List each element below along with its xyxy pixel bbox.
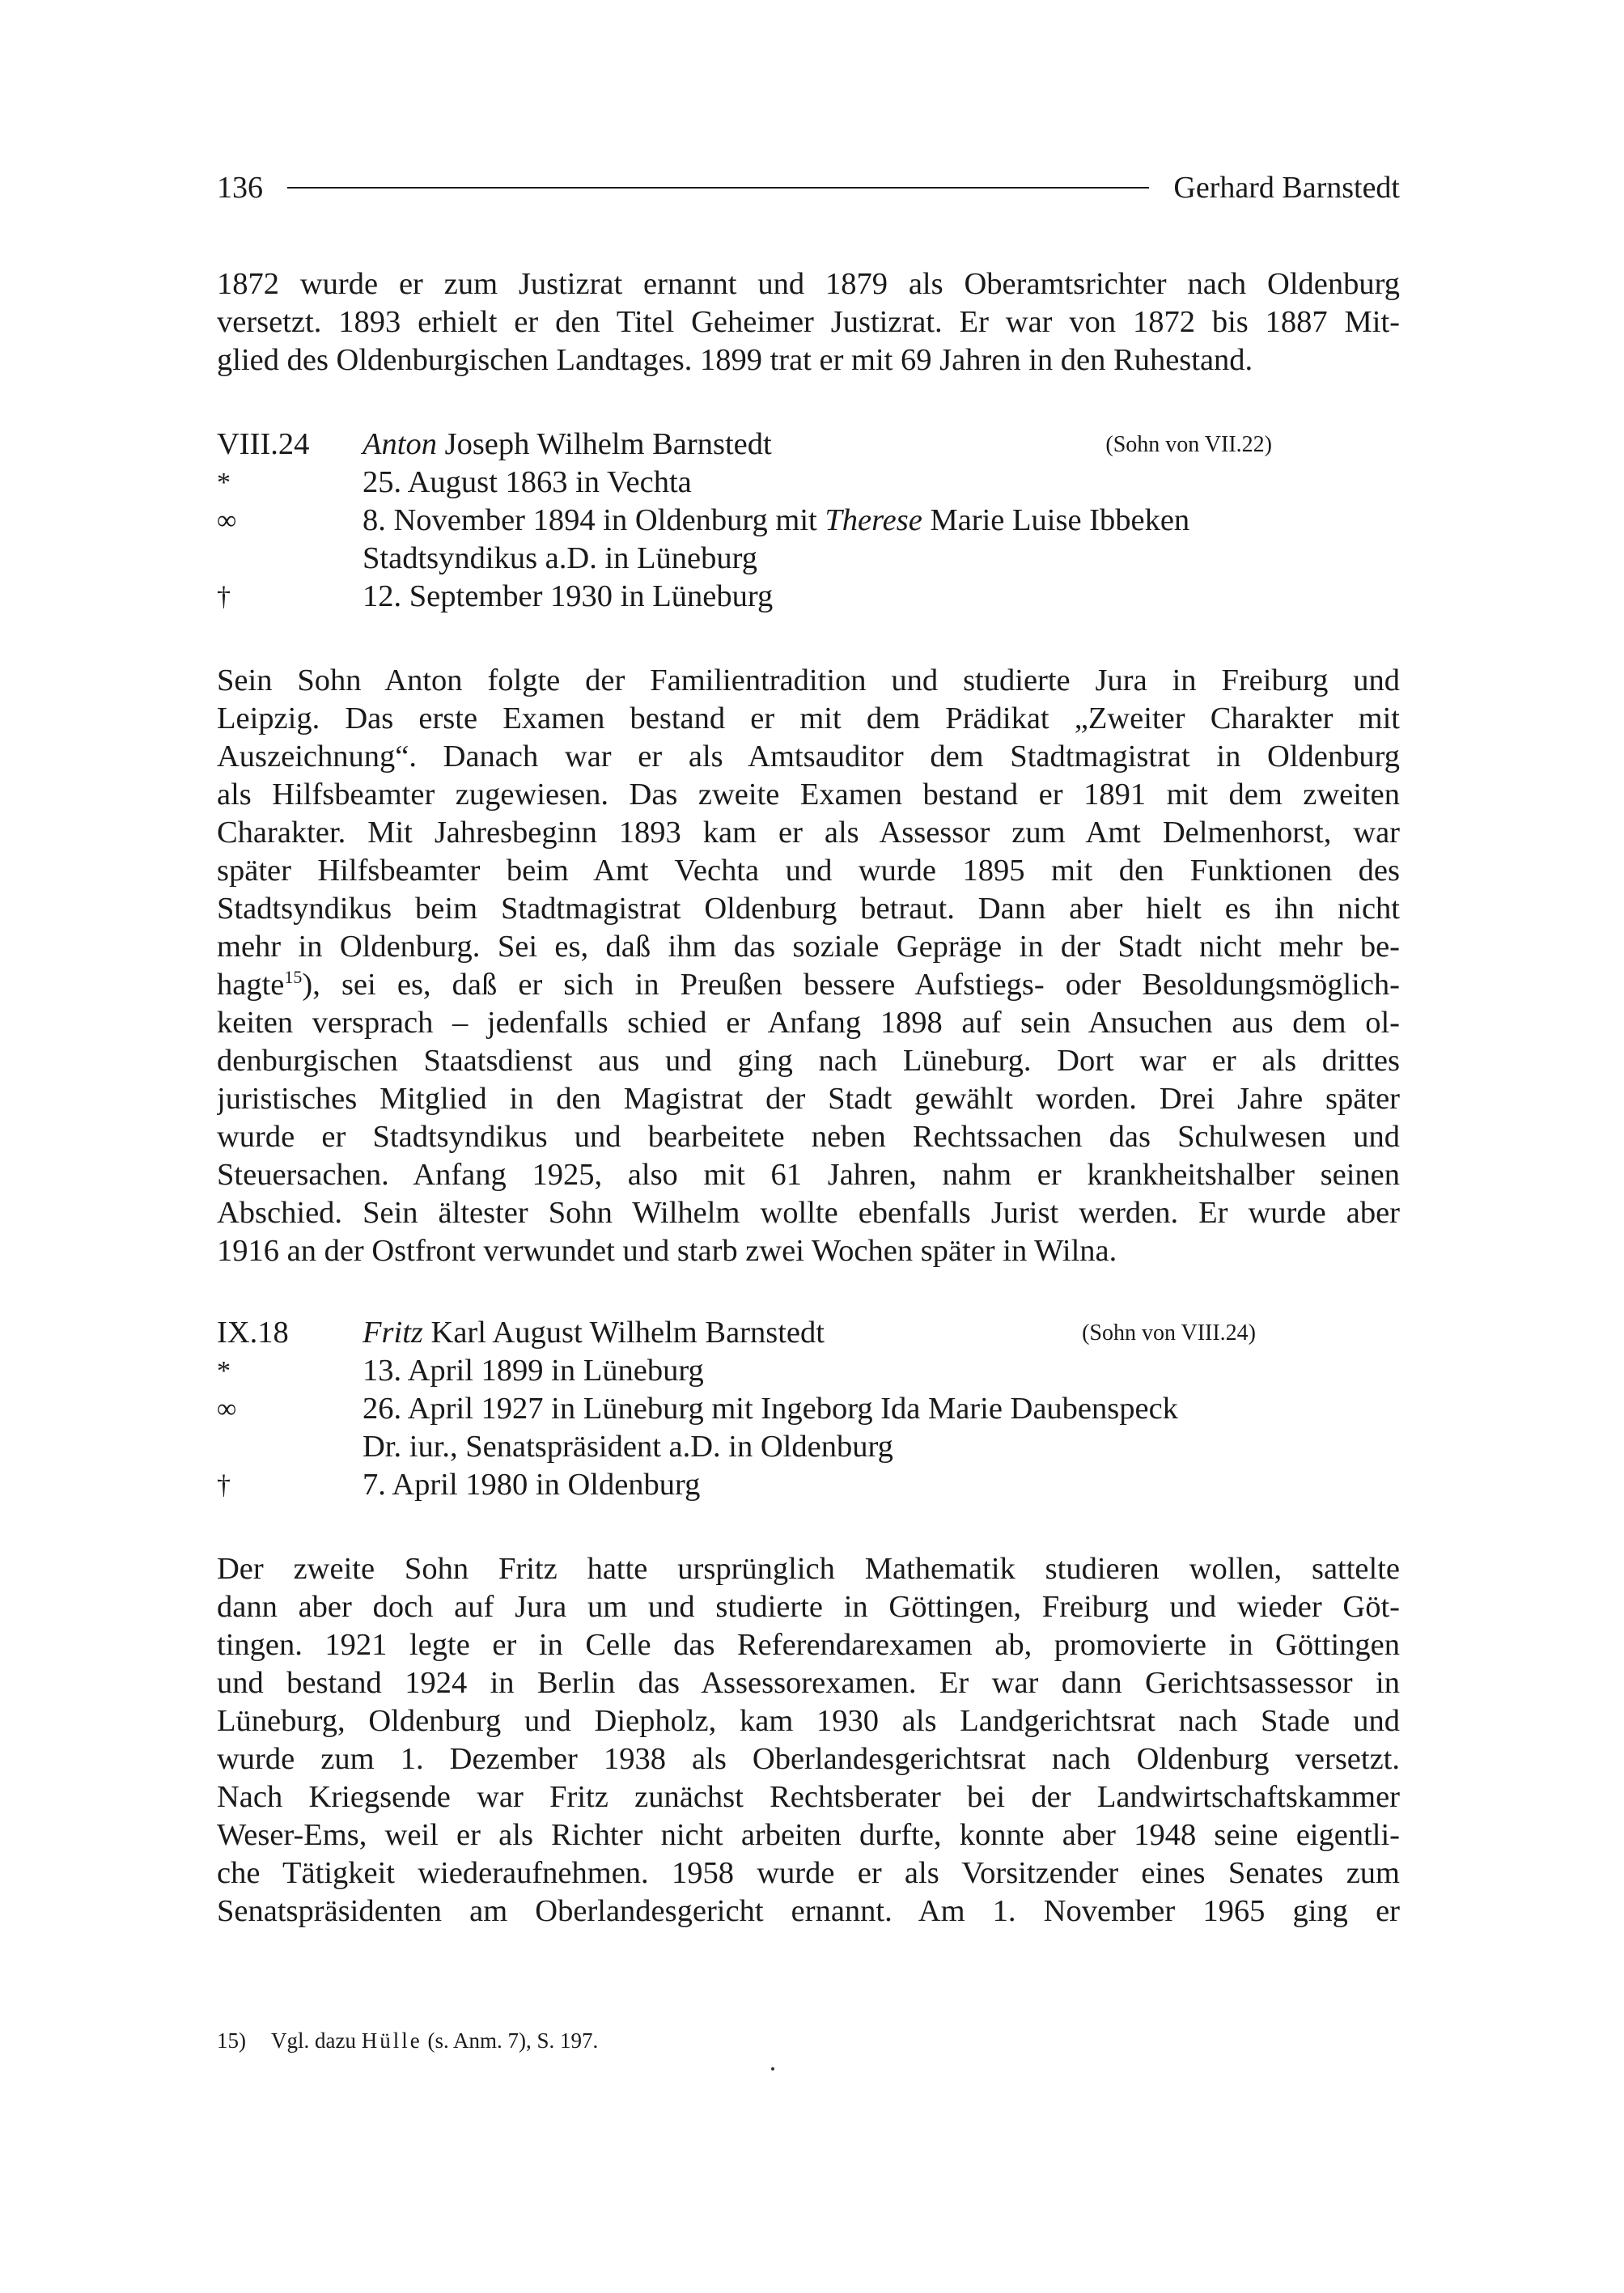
empty-cell bbox=[217, 1428, 363, 1466]
text-line: Senatspräsidenten am Oberlandesgericht ernannt. Am 1. November 1965 ging er bbox=[217, 1894, 1400, 1928]
entry-marriage-row bbox=[217, 1390, 1400, 1428]
entry-marriage bbox=[363, 502, 1189, 540]
death-symbol: † bbox=[217, 582, 231, 612]
entry-death-row bbox=[217, 1466, 1400, 1504]
paragraph-3 bbox=[217, 1550, 1400, 1931]
marriage-symbol: ∞ bbox=[217, 1394, 237, 1424]
text-line: keiten versprach – jedenfalls schied er Anfang 1898 auf sein Ansuchen aus dem ol- bbox=[217, 1006, 1400, 1040]
entry-first-name: Fritz bbox=[363, 1316, 423, 1350]
footnote-15 bbox=[217, 2026, 598, 2055]
text-line: Abschied. Sein ältester Sohn Wilhelm wollte ebenfalls Jurist werden. Er wurde aber bbox=[217, 1196, 1400, 1230]
text-line: Sein Sohn Anton folgte der Familientradition und studierte Jura in Freiburg und bbox=[217, 663, 1400, 697]
entry-death-row bbox=[217, 578, 1400, 616]
print-speck bbox=[771, 2067, 774, 2070]
entry-name bbox=[363, 426, 772, 464]
genealogy-entry-viii-24 bbox=[217, 426, 1400, 616]
entry-first-name: Anton bbox=[363, 427, 437, 461]
entry-profession: Stadtsyndikus a.D. in Lüneburg bbox=[363, 541, 757, 575]
marriage-symbol: ∞ bbox=[217, 506, 237, 536]
marriage-text-rest: Marie Luise Ibbeken bbox=[922, 503, 1190, 537]
genealogy-entry-ix-18 bbox=[217, 1314, 1400, 1504]
text-line: 1872 wurde er zum Justizrat ernannt und 1879 als Oberamtsrichter nach Oldenburg bbox=[217, 267, 1400, 301]
entry-parent: (Sohn von VII.22) bbox=[1105, 432, 1272, 457]
text-line: tingen. 1921 legte er in Celle das Referendarexamen ab, promovierte in Göttingen bbox=[217, 1628, 1400, 1662]
entry-name-row bbox=[217, 426, 1400, 464]
text-line: Lüneburg, Oldenburg und Diepholz, kam 1930 als Landgerichtsrat nach Stade und bbox=[217, 1704, 1400, 1738]
entry-birth: 13. April 1899 in Lüneburg bbox=[363, 1354, 704, 1388]
running-header bbox=[217, 163, 1400, 212]
entry-id: VIII.24 bbox=[217, 427, 310, 461]
spouse-first-name: Therese bbox=[825, 503, 922, 537]
text-line: versetzt. 1893 erhielt er den Titel Geheimer Justizrat. Er war von 1872 bis 1887 Mit- bbox=[217, 305, 1400, 339]
birth-symbol: * bbox=[217, 1356, 231, 1386]
footnote-author: Hülle bbox=[361, 2028, 422, 2053]
paragraph-1 bbox=[217, 265, 1400, 379]
entry-marriage: 26. April 1927 in Lüneburg mit Ingeborg Ida Marie Daubenspeck bbox=[363, 1392, 1178, 1426]
entry-death: 7. April 1980 in Oldenburg bbox=[363, 1468, 701, 1502]
text-line: wurde zum 1. Dezember 1938 als Oberlandesgerichtsrat nach Oldenburg versetzt. bbox=[217, 1742, 1400, 1776]
text-line: dann aber doch auf Jura um und studierte in Göttingen, Freiburg und wieder Göt- bbox=[217, 1590, 1400, 1624]
entry-parent: (Sohn von VIII.24) bbox=[1082, 1320, 1256, 1346]
text-line: Der zweite Sohn Fritz hatte ursprünglich Mathematik studieren wollen, sattelte bbox=[217, 1552, 1400, 1586]
text-line: als Hilfsbeamter zugewiesen. Das zweite Examen bestand er 1891 mit dem zweiten bbox=[217, 778, 1400, 812]
footnote-text: Vgl. dazu bbox=[271, 2028, 362, 2053]
entry-profession-row bbox=[217, 540, 1400, 578]
text-line: mehr in Oldenburg. Sei es, daß ihm das soziale Gepräge in der Stadt nicht mehr be- bbox=[217, 930, 1400, 964]
text-line: juristisches Mitglied in den Magistrat der Stadt gewählt worden. Drei Jahre später bbox=[217, 1082, 1400, 1116]
text-line: wurde er Stadtsyndikus und bearbeitete neben Rechtssachen das Schulwesen und bbox=[217, 1120, 1400, 1154]
entry-profession: Dr. iur., Senatspräsident a.D. in Oldenburg bbox=[363, 1430, 893, 1464]
text-line: 1916 an der Ostfront verwundet und starb zwei Wochen später in Wilna. bbox=[217, 1234, 1117, 1268]
birth-symbol: * bbox=[217, 468, 231, 498]
empty-cell bbox=[217, 540, 363, 578]
entry-rest-name: Karl August Wilhelm Barnstedt bbox=[422, 1316, 825, 1350]
running-title: Gerhard Barnstedt bbox=[1173, 171, 1400, 205]
text-line: Steuersachen. Anfang 1925, also mit 61 Jahren, nahm er krankheitshalber seinen bbox=[217, 1158, 1400, 1192]
page-number: 136 bbox=[217, 171, 263, 205]
text-line: später Hilfsbeamter beim Amt Vechta und wurde 1895 mit den Funktionen des bbox=[217, 854, 1400, 888]
text-line: Charakter. Mit Jahresbeginn 1893 kam er als Assessor zum Amt Delmenhorst, war bbox=[217, 816, 1400, 850]
text-span: hagte bbox=[217, 968, 285, 1002]
entry-id: IX.18 bbox=[217, 1316, 289, 1350]
text-line: Leipzig. Das erste Examen bestand er mit dem Prädikat „Zweiter Charakter mit bbox=[217, 701, 1400, 735]
entry-birth-row bbox=[217, 464, 1400, 502]
footnote-text-rest: (s. Anm. 7), S. 197. bbox=[422, 2028, 599, 2053]
entry-name bbox=[363, 1314, 825, 1352]
text-line: Stadtsyndikus beim Stadtmagistrat Oldenburg betraut. Dann aber hielt es ihn nicht bbox=[217, 892, 1400, 926]
text-span: ), sei es, daß er sich in Preußen bessere Aufstiegs- oder Besoldungsmöglich- bbox=[302, 968, 1400, 1002]
text-line: Auszeichnung“. Danach war er als Amtsauditor dem Stadtmagistrat in Oldenburg bbox=[217, 740, 1400, 774]
text-line bbox=[217, 966, 1400, 1004]
marriage-text: 8. November 1894 in Oldenburg mit bbox=[363, 503, 825, 537]
paragraph-2 bbox=[217, 662, 1400, 1270]
header-rule bbox=[287, 187, 1149, 189]
footnote-number: 15) bbox=[217, 2028, 246, 2053]
entry-name-row bbox=[217, 1314, 1400, 1352]
text-line: und bestand 1924 in Berlin das Assessorexamen. Er war dann Gerichtsassessor in bbox=[217, 1666, 1400, 1700]
text-line: che Tätigkeit wiederaufnehmen. 1958 wurde er als Vorsitzender eines Senates zum bbox=[217, 1856, 1400, 1890]
entry-death: 12. September 1930 in Lüneburg bbox=[363, 579, 774, 613]
entry-birth: 25. August 1863 in Vechta bbox=[363, 465, 692, 499]
death-symbol: † bbox=[217, 1470, 231, 1500]
text-line: glied des Oldenburgischen Landtages. 1899 trat er mit 69 Jahren in den Ruhestand. bbox=[217, 343, 1253, 377]
footnote-ref: 15 bbox=[284, 967, 303, 987]
entry-birth-row bbox=[217, 1352, 1400, 1390]
entry-profession-row bbox=[217, 1428, 1400, 1466]
text-line: denburgischen Staatsdienst aus und ging nach Lüneburg. Dort war er als drittes bbox=[217, 1044, 1400, 1078]
text-line: Weser-Ems, weil er als Richter nicht arbeiten durfte, konnte aber 1948 seine eigentli- bbox=[217, 1818, 1400, 1852]
entry-rest-name: Joseph Wilhelm Barnstedt bbox=[436, 427, 772, 461]
text-line: Nach Kriegsende war Fritz zunächst Rechtsberater bei der Landwirtschaftskammer bbox=[217, 1780, 1400, 1814]
entry-marriage-row bbox=[217, 502, 1400, 540]
